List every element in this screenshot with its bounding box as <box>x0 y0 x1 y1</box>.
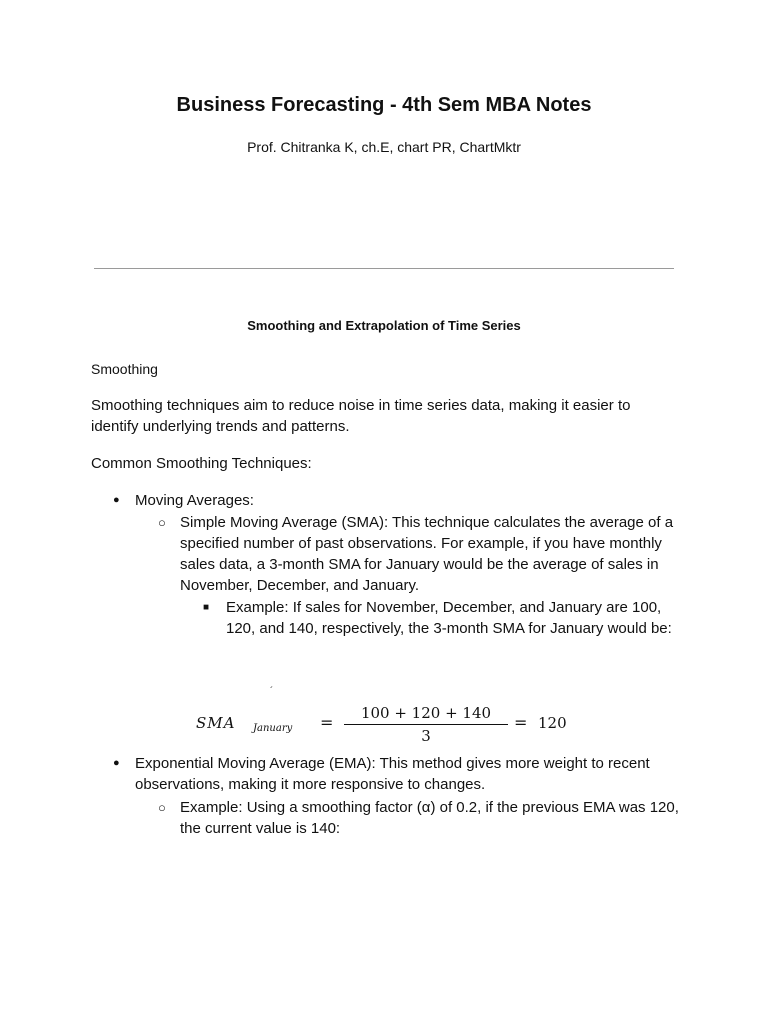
common-techniques-label: Common Smoothing Techniques: <box>91 455 312 472</box>
list-item-text: Moving Averages: <box>135 492 254 509</box>
list-item-text: Example: Using a smoothing factor (α) of 0.2, if the previous EMA was 120, the current value is 140: <box>180 799 679 837</box>
sma-formula <box>196 704 576 748</box>
formula-equals-sign: = <box>320 713 334 732</box>
subheading-smoothing: Smoothing <box>91 361 158 377</box>
formula-result: 120 <box>538 714 567 732</box>
bullet-marker: ● <box>113 757 120 769</box>
formula-denominator: 3 <box>421 727 431 745</box>
formula-fraction-bar <box>344 724 508 725</box>
formula-subscript: January <box>253 723 293 734</box>
intro-paragraph: Smoothing techniques aim to reduce noise in time series data, making it easier to identify underlying trends and patterns. <box>91 397 631 435</box>
list-item-text: Example: If sales for November, December, and January are 100, 120, and 140, respectively, the 3-month SMA for January would be: <box>226 599 672 637</box>
formula-lhs: SMA <box>196 714 236 732</box>
section-heading: Smoothing and Extrapolation of Time Series <box>247 318 521 333</box>
document-title: Business Forecasting - 4th Sem MBA Notes <box>176 94 592 116</box>
square-bullet-marker: ■ <box>203 602 210 613</box>
circle-bullet-marker: ○ <box>158 515 166 530</box>
formula-numerator: 100 + 120 + 140 <box>360 704 492 722</box>
circle-bullet-marker: ○ <box>158 800 166 815</box>
document-author: Prof. Chitranka K, ch.E, chart PR, ChartMktr <box>247 139 521 155</box>
stray-mark: ´ <box>270 686 274 697</box>
formula-equals-sign: = <box>514 713 528 732</box>
horizontal-divider <box>94 268 674 269</box>
list-item-text: Exponential Moving Average (EMA): This method gives more weight to recent observations, making it more responsive to changes. <box>135 755 650 793</box>
list-item-text: Simple Moving Average (SMA): This technique calculates the average of a specified number of past observations. For example, if you have monthly sales data, a 3-month SMA for January would be the average of sales in November, December, and January. <box>180 514 674 594</box>
bullet-marker: ● <box>113 494 120 506</box>
